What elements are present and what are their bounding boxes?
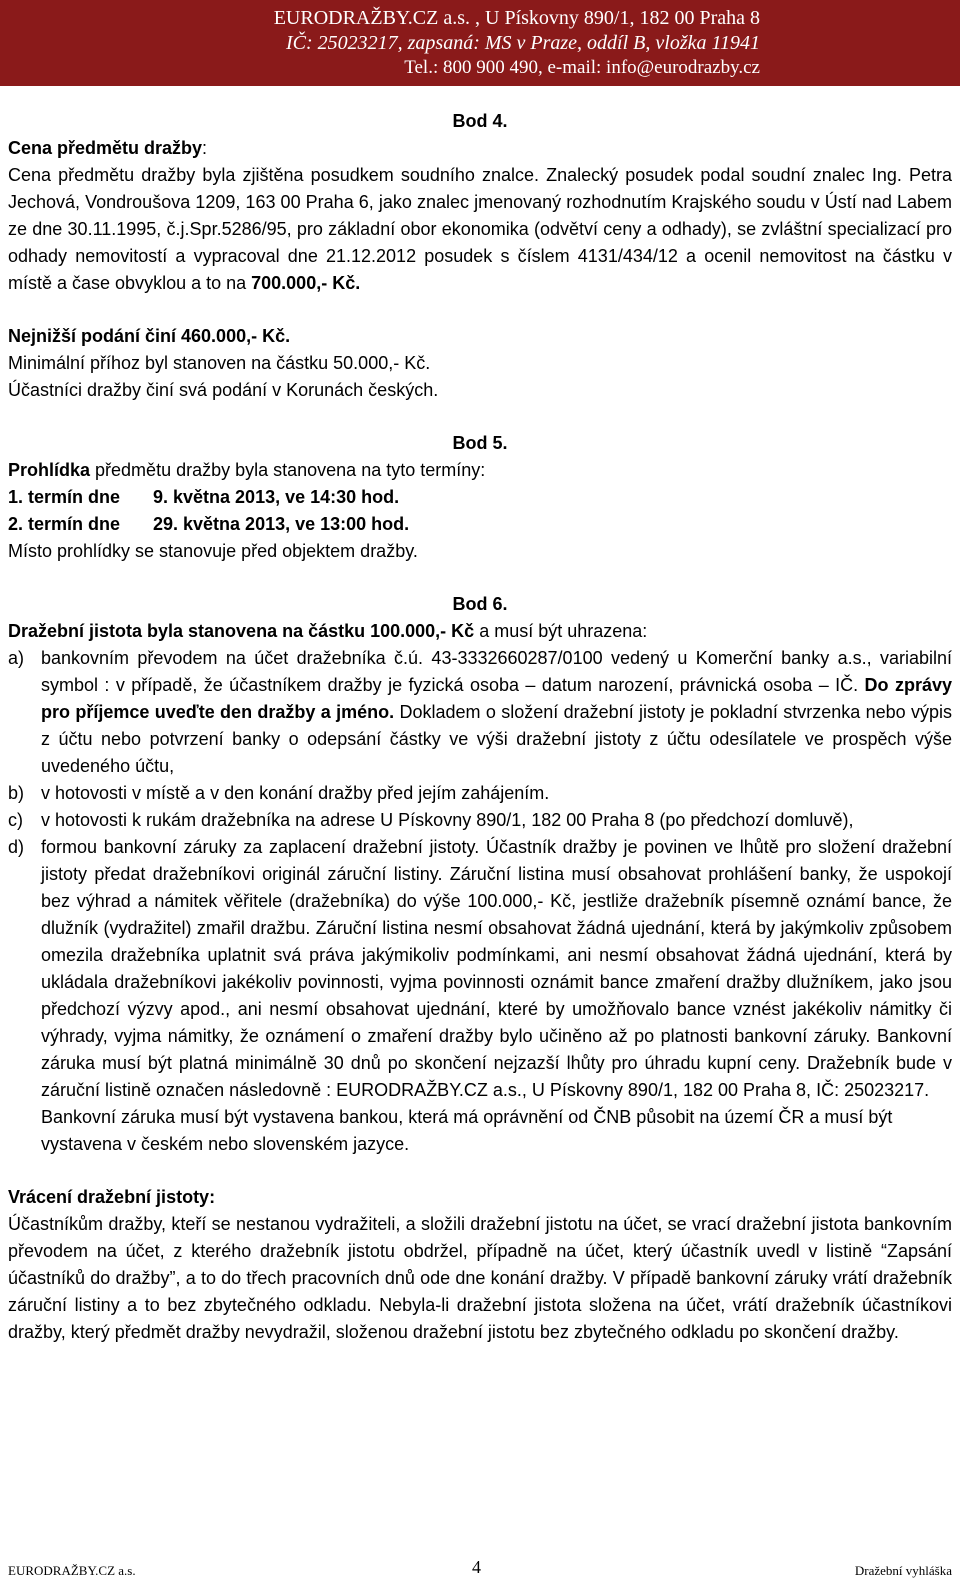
section-heading-bod6: Bod 6.: [452, 594, 508, 614]
page-number: 4: [472, 1557, 481, 1577]
price-title-colon: :: [202, 138, 208, 158]
list-text-part: Dokladem o složení dražební jistoty je pokladní stvrzenka nebo výpis z účtu nebo potvrzení banky o odepsání částky ve výši dražební jistoty z účtu odesílatele ve prospěch výše uvedeného účtu,: [41, 702, 952, 776]
list-marker: a): [8, 648, 25, 668]
minimum-bid: Nejnižší podání činí 460.000,- Kč.: [8, 326, 291, 346]
list-marker: c): [8, 810, 23, 830]
letterhead: [0, 0, 960, 86]
refund-paragraph: Účastníkům dražby, kteří se nestanou vydražiteli, a složili dražební jistotu na účet, se vrací dražební jistota bankovním převodem na účet, z kterého dražebník jistotu obdržel, případně na účet, který účastník uvedl v listině “Zapsání účastníků do dražby”, a to do třech pracovních dnů ode dne konání dražby. V případě bankovní záruky vrátí dražebník záruční listiny a to bez zbytečného odkladu. Nebyla-li dražební jistota složena na účet, vrátí dražebník účastníkovi dražby, který předmět dražby nevydražil, složenou dražební jistotu bez zbytečného odkladu po skončení dražby.: [8, 1214, 952, 1342]
term-date: 9. května 2013, ve 14:30 hod.: [153, 487, 400, 507]
payment-methods: [8, 645, 952, 1158]
list-marker: b): [8, 783, 25, 803]
document-body: [8, 108, 952, 1346]
list-text-extra: Bankovní záruka musí být vystavena bankou, která má oprávnění od ČNB působit na území ČR a musí být vystavena v českém nebo slovenském jazyce.: [41, 1107, 893, 1154]
list-text: v hotovosti v místě a v den konání dražby před jejím zahájením.: [41, 783, 550, 803]
inspection-intro: [8, 457, 952, 484]
list-item: [8, 834, 952, 1158]
list-text-part: bankovním převodem na účet dražebníka č.ú. 43-3332660287/0100 vedený u Komerční banky a.s., variabilní symbol : v případě, že účastníkem dražby je fyzická osoba – datum narození, právnická osoba – IČ.: [41, 648, 952, 695]
footer-document-name: Dražební vyhláška: [854, 1563, 952, 1578]
term-date: 29. května 2013, ve 13:00 hod.: [153, 514, 410, 534]
price-title-label: Cena předmětu dražby: [8, 138, 203, 158]
deposit-amount: Dražební jistota byla stanovena na částku 100.000,- Kč: [8, 621, 475, 641]
refund-title: Vrácení dražební jistoty:: [8, 1187, 216, 1207]
minimum-increment: Minimální příhoz byl stanoven na částku 50.000,- Kč.: [8, 353, 431, 373]
inspection-term-2: [8, 511, 952, 538]
price-paragraph: [8, 162, 952, 297]
inspection-label: Prohlídka: [8, 460, 91, 480]
list-marker: d): [8, 837, 25, 857]
inspection-text: předmětu dražby byla stanovena na tyto termíny:: [90, 460, 486, 480]
price-title: [8, 135, 952, 162]
list-text: [41, 834, 952, 1158]
letterhead-contact: Tel.: 800 900 490, e-mail: info@eurodrazby.cz: [404, 57, 760, 78]
list-item: [8, 780, 952, 807]
letterhead-company: EURODRAŽBY.CZ a.s. , U Pískovny 890/1, 182 00 Praha 8: [273, 7, 760, 29]
section-heading-bod4: Bod 4.: [452, 111, 508, 131]
currency-note: Účastníci dražby činí svá podání v Korunách českých.: [8, 380, 439, 400]
price-value: 700.000,- Kč.: [251, 273, 361, 293]
list-text-bold: Do zprávy pro příjemce uveďte den dražby a jméno.: [41, 675, 952, 722]
inspection-place: Místo prohlídky se stanovuje před objektem dražby.: [8, 541, 418, 561]
list-text-part: formou bankovní záruky za zaplacení dražební jistoty. Účastník dražby je povinen ve lhůtě pro složení dražební jistoty předat dražebníkovi originál záruční listiny. Záruční listina musí obsahovat prohlášení banky, že uspokojí bez výhrad a námitek věřitele (dražebníka) do výše 100.000,- Kč, jestliže dražebník písemně oznámí bance, že dlužník (vydražitel) zmařil dražbu. Záruční listina nesmí obsahovat žádná ujednání, která by jakýmkoliv způsobem omezila dražebníka uplatnit svá práva jakýmikoliv podmínkami, ani nesmí obsahovat žádná ujednání, která by ukládala dražebníkovi jakékoliv povinnosti, vyjma povinnosti oznámit bance zmaření dražby dlužníkem, jako jsou předchozí výzvy apod., ani nesmí obsahovat ujednání, které by umožňovalo bance vznést jakékoliv námitky či výhrady, vyjma námitky, že oznámení o zmaření dražby bylo učiněno až po platnosti bankovní záruky. Bankovní záruka musí být platná minimálně 30 dnů po skončení nejzazší lhůty pro úhradu kupní ceny. Dražebník bude v záruční listině označen následovně : EURODRAŽBY.CZ a.s., U Pískovny 890/1, 182 00 Praha 8, IČ: 25023217.: [41, 837, 952, 1100]
list-item: [8, 645, 952, 780]
term-label: 1. termín dne: [8, 487, 121, 507]
letterhead-registration: IČ: 25023217, zapsaná: MS v Praze, oddíl B, vložka 11941: [285, 32, 760, 54]
term-label: 2. termín dne: [8, 514, 121, 534]
footer-company: EURODRAŽBY.CZ a.s.: [8, 1563, 136, 1578]
inspection-term-1: [8, 484, 952, 511]
deposit-intro: [8, 618, 952, 645]
list-text: [41, 645, 952, 780]
deposit-text: a musí být uhrazena:: [474, 621, 648, 641]
list-text: v hotovosti k rukám dražebníka na adrese U Pískovny 890/1, 182 00 Praha 8 (po předchozí domluvě),: [41, 810, 854, 830]
list-item: [8, 807, 952, 834]
section-heading-bod5: Bod 5.: [452, 433, 508, 453]
page-footer: [0, 1553, 960, 1581]
price-text: Cena předmětu dražby byla zjištěna posudkem soudního znalce. Znalecký posudek podal soudní znalec Ing. Petra Jechová, Vondroušova 1209, 163 00 Praha 6, jako znalec jmenovaný rozhodnutím Krajského soudu v Ústí nad Labem ze dne 30.11.1995, č.j.Spr.5286/95, pro základní obor ekonomika (odvětví ceny a odhady), se zvláštní specializací pro odhady nemovitostí a vypracoval dne 21.12.2012 posudek s číslem 4131/434/12 a ocenil nemovitost na částku v místě a čase obvyklou a to na: [8, 165, 952, 293]
